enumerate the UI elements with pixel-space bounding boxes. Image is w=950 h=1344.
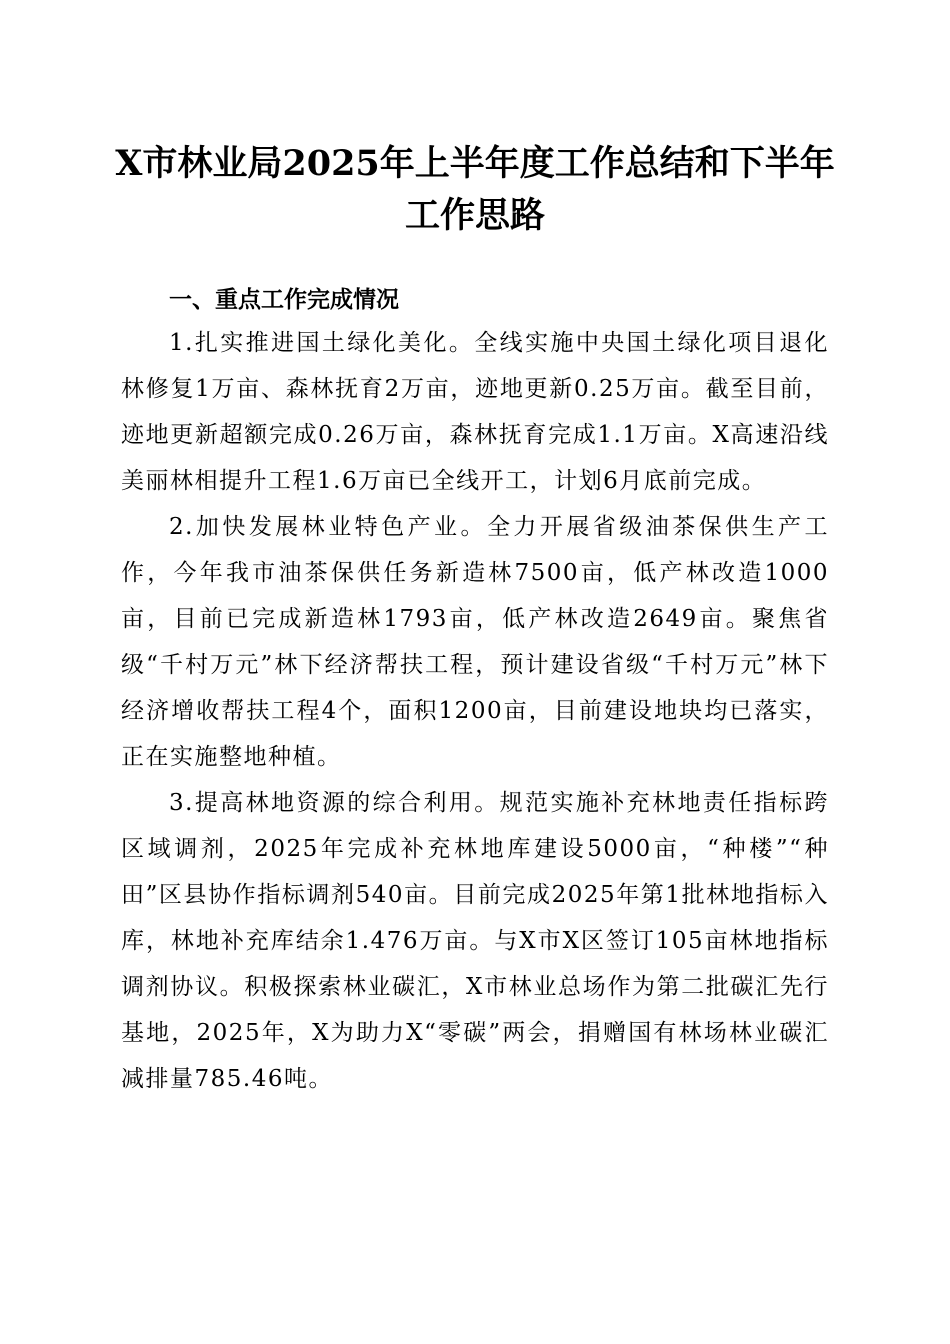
paragraph-1: 1.扎实推进国土绿化美化。全线实施中央国土绿化项目退化林修复1万亩、森林抚育2万亩，迹地更新0.25万亩。截至目前，迹地更新超额完成0.26万亩，森林抚育完成1.1万亩。X高速沿线美丽林相提升工程1.6万亩已全线开工，计划6月底前完成。 [121, 330, 829, 494]
paragraph-2: 2.加快发展林业特色产业。全力开展省级油茶保供生产工作，今年我市油茶保供任务新造林7500亩，低产林改造1000亩，目前已完成新造林1793亩，低产林改造2649亩。聚焦省级“千村万元”林下经济帮扶工程，预计建设省级“千村万元”林下经济增收帮扶工程4个，面积1200亩，目前建设地块均已落实，正在实施整地种植。 [121, 514, 829, 770]
paragraph-3: 3.提高林地资源的综合利用。规范实施补充林地责任指标跨区域调剂，2025年完成补充林地库建设5000亩，“种楼”“种田”区县协作指标调剂540亩。目前完成2025年第1批林地指标入库，林地补充库结余1.476万亩。与X市X区签订105亩林地指标调剂协议。积极探索林业碳汇，X市林业总场作为第二批碳汇先行基地，2025年，X为助力X“零碳”两会，捐赠国有林场林业碳汇减排量785.46吨。 [121, 790, 829, 1092]
document-body [121, 280, 829, 1102]
section-heading: 一、重点工作完成情况 [169, 287, 399, 313]
document-title: X市林业局2025年上半年度工作总结和下半年工作思路 [115, 143, 835, 236]
